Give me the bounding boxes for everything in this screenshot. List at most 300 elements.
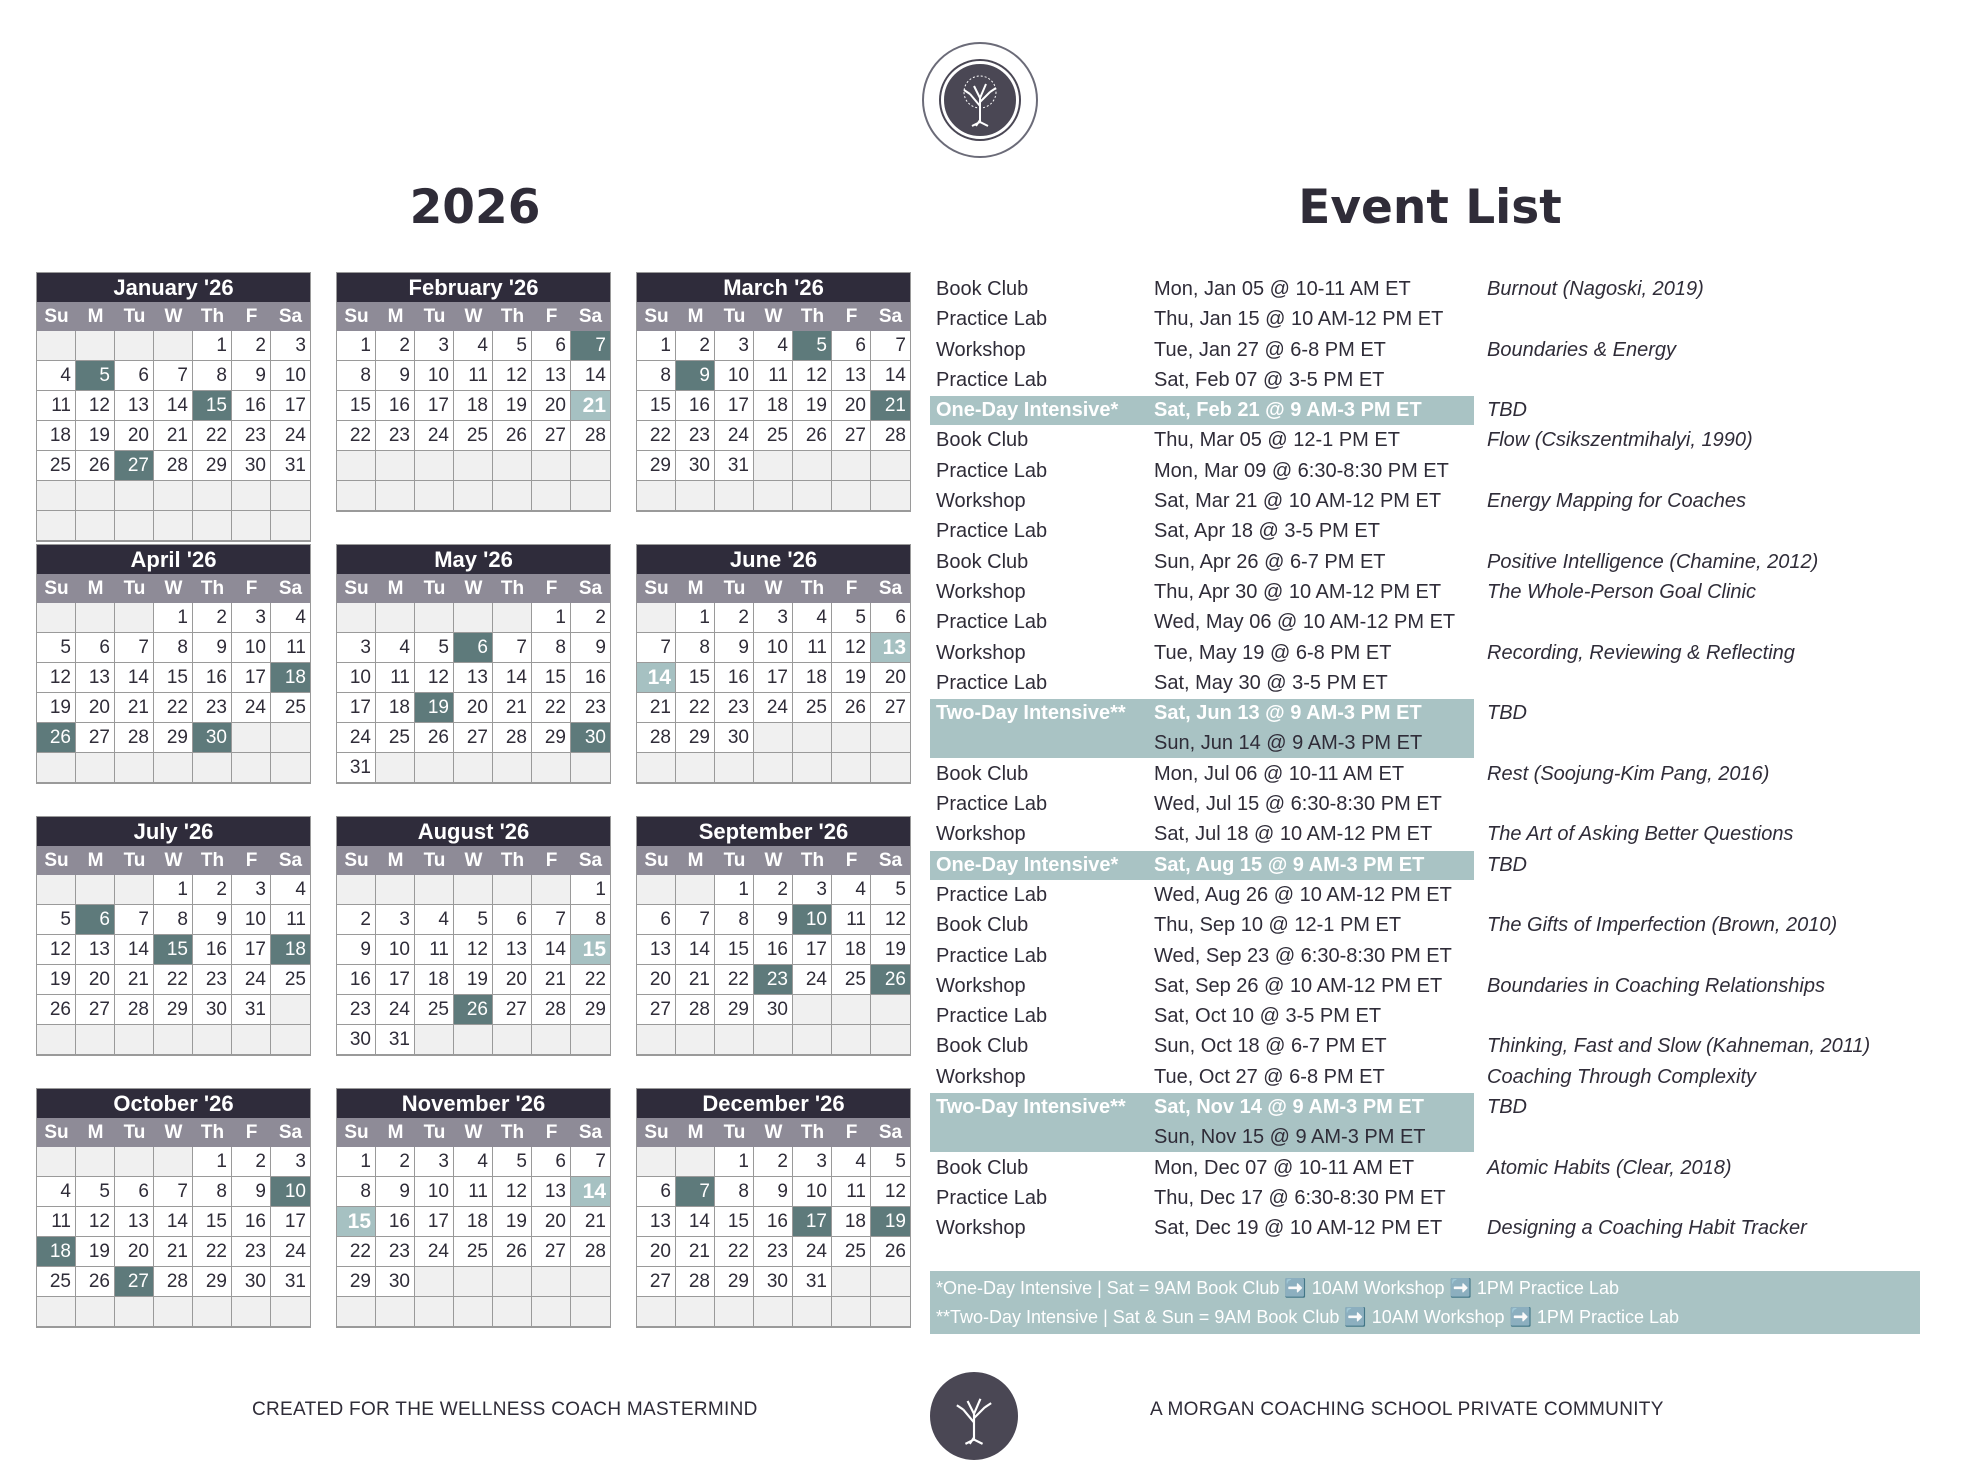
- weekday-label: Tu: [723, 306, 746, 327]
- empty-day-cell: [871, 1025, 910, 1055]
- empty-day-cell: [637, 481, 676, 511]
- weekday-label: W: [164, 306, 183, 327]
- empty-day-cell: [415, 1297, 454, 1327]
- empty-day-cell: [637, 1147, 676, 1177]
- event-row: [930, 335, 1920, 365]
- weekday-label: Su: [344, 850, 369, 871]
- day-cell: 2: [337, 905, 376, 935]
- event-topic: Flow (Csikszentmihalyi, 1990): [1487, 429, 1753, 452]
- event-datetime: Sun, Oct 18 @ 6-7 PM ET: [1154, 1035, 1387, 1058]
- day-cell: 15: [337, 1207, 376, 1237]
- day-cell: 23: [193, 965, 232, 995]
- day-cell: 31: [376, 1025, 415, 1055]
- day-cell: 20: [637, 1237, 676, 1267]
- empty-day-cell: [493, 1267, 532, 1297]
- day-cell: 7: [571, 331, 610, 361]
- event-type: Workshop: [936, 490, 1026, 513]
- event-type: Book Club: [936, 914, 1029, 937]
- day-cell: 5: [76, 361, 115, 391]
- day-cell: 21: [571, 1207, 610, 1237]
- weekday-label: Sa: [278, 306, 303, 327]
- day-cell: 11: [454, 361, 493, 391]
- event-topic: Burnout (Nagoski, 2019): [1487, 278, 1704, 300]
- weekday-label: Su: [344, 578, 369, 599]
- day-cell: 25: [832, 1237, 871, 1267]
- empty-day-cell: [232, 1297, 271, 1327]
- day-cell: 28: [115, 995, 154, 1025]
- day-cell: 25: [754, 421, 793, 451]
- day-cell: 20: [832, 391, 871, 421]
- weekday-label: W: [464, 850, 483, 871]
- event-type: Workshop: [936, 1065, 1026, 1088]
- day-cell: 6: [454, 633, 493, 663]
- empty-day-cell: [793, 481, 832, 511]
- empty-day-cell: [793, 451, 832, 481]
- event-type: Practice Lab: [936, 308, 1048, 331]
- event-row: [930, 1153, 1920, 1183]
- day-cell: 23: [232, 421, 271, 451]
- weekday-label: W: [464, 578, 483, 599]
- empty-day-cell: [115, 875, 154, 905]
- weekday-header: [637, 1118, 910, 1147]
- event-type: One-Day Intensive*: [936, 399, 1119, 422]
- empty-day-cell: [415, 451, 454, 481]
- day-cell: 5: [832, 603, 871, 633]
- day-cell: 6: [76, 633, 115, 663]
- empty-day-cell: [193, 1297, 232, 1327]
- day-cell: 4: [271, 603, 310, 633]
- empty-day-cell: [271, 1297, 310, 1327]
- empty-day-cell: [376, 481, 415, 511]
- day-cell: 8: [715, 905, 754, 935]
- empty-day-cell: [37, 511, 76, 541]
- empty-day-cell: [271, 995, 310, 1025]
- empty-day-cell: [637, 753, 676, 783]
- day-cell: 14: [115, 935, 154, 965]
- day-cell: 31: [232, 995, 271, 1025]
- empty-day-cell: [37, 1147, 76, 1177]
- day-cell: 9: [754, 905, 793, 935]
- event-topic: TBD: [1487, 853, 1527, 876]
- weekday-label: W: [764, 1122, 783, 1143]
- event-row-continuation: [930, 728, 1920, 758]
- day-cell: 30: [232, 1267, 271, 1297]
- day-cell: 15: [154, 663, 193, 693]
- empty-day-cell: [754, 723, 793, 753]
- day-cell: 5: [871, 1147, 910, 1177]
- event-type: Book Club: [936, 1156, 1029, 1179]
- event-topic: Rest (Soojung-Kim Pang, 2016): [1487, 762, 1770, 785]
- day-cell: 27: [76, 723, 115, 753]
- weekday-label: M: [687, 578, 704, 599]
- day-cell: 10: [415, 361, 454, 391]
- day-cell: 1: [532, 603, 571, 633]
- day-cell: 15: [571, 935, 610, 965]
- weekday-label: Sa: [578, 850, 603, 871]
- day-cell: 14: [676, 1207, 715, 1237]
- weekday-header: [637, 302, 910, 331]
- day-cell: 29: [715, 995, 754, 1025]
- empty-day-cell: [115, 1297, 154, 1327]
- weekday-header: [337, 1118, 610, 1147]
- empty-day-cell: [271, 481, 310, 511]
- empty-day-cell: [532, 1297, 571, 1327]
- event-row: [930, 759, 1920, 789]
- day-cell: 2: [571, 603, 610, 633]
- weekday-label: F: [845, 1122, 858, 1143]
- weekday-label: Tu: [123, 578, 146, 599]
- day-cell: 22: [193, 421, 232, 451]
- day-cell: 2: [754, 1147, 793, 1177]
- day-cell: 8: [154, 633, 193, 663]
- day-cell: 28: [571, 1237, 610, 1267]
- day-cell: 30: [193, 995, 232, 1025]
- empty-day-cell: [115, 511, 154, 541]
- day-cell: 8: [337, 1177, 376, 1207]
- day-cell: 16: [232, 1207, 271, 1237]
- day-cell: 26: [76, 451, 115, 481]
- weekday-label: Su: [644, 850, 669, 871]
- empty-day-cell: [337, 603, 376, 633]
- empty-day-cell: [37, 481, 76, 511]
- day-cell: 10: [271, 1177, 310, 1207]
- day-cell: 8: [715, 1177, 754, 1207]
- day-cell: 16: [376, 391, 415, 421]
- empty-day-cell: [532, 481, 571, 511]
- footer-right-text: A MORGAN COACHING SCHOOL PRIVATE COMMUNITY: [1150, 1399, 1664, 1420]
- empty-day-cell: [571, 753, 610, 783]
- weekday-label: Tu: [123, 850, 146, 871]
- empty-day-cell: [193, 1025, 232, 1055]
- day-cell: 31: [271, 451, 310, 481]
- day-cell: 14: [532, 935, 571, 965]
- day-cell: 26: [37, 723, 76, 753]
- day-cell: 11: [37, 1207, 76, 1237]
- empty-day-cell: [676, 1147, 715, 1177]
- month-calendar: [36, 272, 311, 542]
- day-cell: 17: [793, 935, 832, 965]
- day-cell: 20: [532, 391, 571, 421]
- month-title: November '26: [337, 1089, 610, 1118]
- day-cell: 1: [193, 1147, 232, 1177]
- empty-day-cell: [676, 753, 715, 783]
- day-cell: 9: [676, 361, 715, 391]
- empty-day-cell: [676, 481, 715, 511]
- day-cell: 4: [754, 331, 793, 361]
- day-cell: 26: [493, 1237, 532, 1267]
- empty-day-cell: [715, 1025, 754, 1055]
- empty-day-cell: [571, 1025, 610, 1055]
- event-type: Book Club: [936, 550, 1029, 573]
- day-cell: 31: [271, 1267, 310, 1297]
- day-cell: 24: [337, 723, 376, 753]
- event-type: Book Club: [936, 429, 1029, 452]
- day-cell: 12: [415, 663, 454, 693]
- day-cell: 10: [271, 361, 310, 391]
- day-cell: 25: [454, 1237, 493, 1267]
- day-cell: 7: [871, 331, 910, 361]
- day-cell: 13: [76, 935, 115, 965]
- day-grid: [337, 331, 610, 511]
- weekday-label: Tu: [423, 306, 446, 327]
- day-cell: 5: [76, 1177, 115, 1207]
- event-datetime: Wed, May 06 @ 10 AM-12 PM ET: [1154, 611, 1456, 634]
- day-cell: 10: [754, 633, 793, 663]
- day-cell: 1: [337, 1147, 376, 1177]
- event-type: Practice Lab: [936, 459, 1048, 482]
- event-datetime: Sat, Dec 19 @ 10 AM-12 PM ET: [1154, 1217, 1443, 1240]
- event-row: [930, 789, 1920, 819]
- day-cell: 7: [154, 361, 193, 391]
- day-cell: 21: [115, 693, 154, 723]
- empty-day-cell: [493, 481, 532, 511]
- day-cell: 13: [871, 633, 910, 663]
- day-cell: 23: [232, 1237, 271, 1267]
- empty-day-cell: [454, 451, 493, 481]
- event-datetime: Sun, Apr 26 @ 6-7 PM ET: [1154, 550, 1386, 573]
- event-list: [930, 274, 1920, 1244]
- event-datetime: Sat, Aug 15 @ 9 AM-3 PM ET: [1154, 853, 1425, 876]
- day-cell: 25: [454, 421, 493, 451]
- month-title: December '26: [637, 1089, 910, 1118]
- weekday-header: [37, 574, 310, 603]
- day-cell: 2: [754, 875, 793, 905]
- day-cell: 27: [493, 995, 532, 1025]
- day-cell: 28: [571, 421, 610, 451]
- month-title: April '26: [37, 545, 310, 574]
- day-cell: 28: [493, 723, 532, 753]
- day-cell: 26: [871, 965, 910, 995]
- day-cell: 7: [676, 905, 715, 935]
- weekday-label: Sa: [878, 850, 903, 871]
- day-cell: 15: [337, 391, 376, 421]
- day-cell: 29: [154, 995, 193, 1025]
- day-cell: 5: [493, 331, 532, 361]
- event-row: [930, 1062, 1920, 1092]
- day-cell: 20: [532, 1207, 571, 1237]
- day-cell: 7: [115, 905, 154, 935]
- event-datetime: Tue, Oct 27 @ 6-8 PM ET: [1154, 1065, 1385, 1088]
- day-cell: 19: [493, 391, 532, 421]
- event-datetime: Wed, Jul 15 @ 6:30-8:30 PM ET: [1154, 793, 1442, 816]
- weekday-label: Sa: [278, 850, 303, 871]
- day-cell: 10: [376, 935, 415, 965]
- day-cell: 11: [271, 633, 310, 663]
- day-cell: 21: [571, 391, 610, 421]
- event-topic: Positive Intelligence (Chamine, 2012): [1487, 550, 1819, 573]
- weekday-label: M: [687, 1122, 704, 1143]
- month-calendar: [36, 1088, 311, 1328]
- day-cell: 10: [793, 905, 832, 935]
- weekday-label: Sa: [578, 1122, 603, 1143]
- day-cell: 11: [376, 663, 415, 693]
- day-cell: 21: [493, 693, 532, 723]
- month-title: January '26: [37, 273, 310, 302]
- event-row: [930, 1092, 1920, 1149]
- day-cell: 30: [376, 1267, 415, 1297]
- month-title: September '26: [637, 817, 910, 846]
- day-cell: 15: [193, 1207, 232, 1237]
- empty-day-cell: [871, 451, 910, 481]
- weekday-label: Su: [644, 578, 669, 599]
- day-cell: 14: [154, 1207, 193, 1237]
- day-cell: 7: [571, 1147, 610, 1177]
- day-cell: 29: [337, 1267, 376, 1297]
- empty-day-cell: [637, 875, 676, 905]
- event-row: [930, 425, 1920, 455]
- day-cell: 28: [532, 995, 571, 1025]
- month-calendar: [336, 544, 611, 784]
- empty-day-cell: [115, 481, 154, 511]
- weekday-label: Th: [200, 1122, 225, 1143]
- empty-day-cell: [193, 481, 232, 511]
- day-cell: 22: [637, 421, 676, 451]
- day-cell: 11: [793, 633, 832, 663]
- day-cell: 6: [532, 1147, 571, 1177]
- day-cell: 13: [532, 1177, 571, 1207]
- day-cell: 12: [37, 935, 76, 965]
- empty-day-cell: [154, 1025, 193, 1055]
- weekday-label: M: [87, 1122, 104, 1143]
- event-type: Practice Lab: [936, 520, 1048, 543]
- weekday-label: W: [164, 1122, 183, 1143]
- weekday-label: Sa: [878, 1122, 903, 1143]
- day-cell: 23: [676, 421, 715, 451]
- day-cell: 19: [37, 965, 76, 995]
- empty-day-cell: [832, 1297, 871, 1327]
- weekday-label: Th: [200, 850, 225, 871]
- day-cell: 18: [454, 1207, 493, 1237]
- footer-left-text: CREATED FOR THE WELLNESS COACH MASTERMIND: [252, 1399, 758, 1420]
- empty-day-cell: [793, 995, 832, 1025]
- empty-day-cell: [232, 511, 271, 541]
- day-cell: 28: [676, 1267, 715, 1297]
- event-datetime: Sat, Oct 10 @ 3-5 PM ET: [1154, 1005, 1382, 1028]
- day-cell: 24: [232, 965, 271, 995]
- day-cell: 5: [37, 905, 76, 935]
- day-cell: 16: [754, 935, 793, 965]
- day-cell: 17: [715, 391, 754, 421]
- day-cell: 17: [793, 1207, 832, 1237]
- day-cell: 26: [76, 1267, 115, 1297]
- weekday-label: Tu: [723, 850, 746, 871]
- day-cell: 15: [715, 1207, 754, 1237]
- day-cell: 21: [637, 693, 676, 723]
- empty-day-cell: [232, 481, 271, 511]
- day-cell: 11: [454, 1177, 493, 1207]
- day-cell: 1: [154, 603, 193, 633]
- day-cell: 17: [232, 935, 271, 965]
- day-cell: 6: [532, 331, 571, 361]
- day-cell: 15: [715, 935, 754, 965]
- day-cell: 15: [154, 935, 193, 965]
- day-cell: 31: [793, 1267, 832, 1297]
- weekday-label: F: [245, 850, 258, 871]
- day-cell: 29: [532, 723, 571, 753]
- day-cell: 9: [376, 1177, 415, 1207]
- day-cell: 24: [715, 421, 754, 451]
- event-type: Workshop: [936, 338, 1026, 361]
- day-cell: 3: [754, 603, 793, 633]
- day-cell: 19: [832, 663, 871, 693]
- event-topic: Atomic Habits (Clear, 2018): [1487, 1156, 1732, 1179]
- day-cell: 12: [454, 935, 493, 965]
- day-cell: 8: [193, 361, 232, 391]
- month-calendar: [336, 272, 611, 512]
- day-cell: 12: [493, 361, 532, 391]
- event-datetime: Sat, Feb 21 @ 9 AM-3 PM ET: [1154, 399, 1422, 422]
- empty-day-cell: [376, 753, 415, 783]
- day-cell: 12: [832, 633, 871, 663]
- event-row: [930, 1213, 1920, 1243]
- day-cell: 7: [676, 1177, 715, 1207]
- month-title: October '26: [37, 1089, 310, 1118]
- day-cell: 26: [454, 995, 493, 1025]
- event-topic: Boundaries in Coaching Relationships: [1487, 974, 1825, 997]
- empty-day-cell: [337, 1297, 376, 1327]
- day-cell: 13: [493, 935, 532, 965]
- weekday-label: Sa: [278, 578, 303, 599]
- day-cell: 27: [637, 1267, 676, 1297]
- day-cell: 28: [871, 421, 910, 451]
- event-type: Practice Lab: [936, 1005, 1048, 1028]
- month-calendar: [636, 272, 911, 512]
- day-cell: 23: [571, 693, 610, 723]
- weekday-label: Tu: [423, 578, 446, 599]
- empty-day-cell: [454, 1025, 493, 1055]
- day-cell: 10: [793, 1177, 832, 1207]
- empty-day-cell: [871, 995, 910, 1025]
- weekday-label: Sa: [278, 1122, 303, 1143]
- day-grid: [337, 603, 610, 783]
- day-cell: 30: [337, 1025, 376, 1055]
- day-cell: 23: [376, 1237, 415, 1267]
- weekday-label: Tu: [123, 1122, 146, 1143]
- day-cell: 27: [76, 995, 115, 1025]
- weekday-label: M: [87, 306, 104, 327]
- event-type: Two-Day Intensive**: [936, 1096, 1126, 1119]
- day-cell: 7: [154, 1177, 193, 1207]
- weekday-label: Su: [344, 1122, 369, 1143]
- day-cell: 27: [871, 693, 910, 723]
- empty-day-cell: [493, 1297, 532, 1327]
- day-cell: 2: [232, 331, 271, 361]
- empty-day-cell: [832, 723, 871, 753]
- day-cell: 19: [793, 391, 832, 421]
- empty-day-cell: [115, 603, 154, 633]
- event-datetime: Thu, Sep 10 @ 12-1 PM ET: [1154, 914, 1402, 937]
- event-topic: Boundaries & Energy: [1487, 338, 1677, 361]
- day-cell: 26: [415, 723, 454, 753]
- event-row: [930, 941, 1920, 971]
- day-cell: 24: [415, 421, 454, 451]
- day-cell: 22: [154, 693, 193, 723]
- event-row: [930, 698, 1920, 755]
- event-type: One-Day Intensive*: [936, 853, 1119, 876]
- empty-day-cell: [376, 451, 415, 481]
- day-cell: 23: [754, 965, 793, 995]
- day-cell: 13: [115, 391, 154, 421]
- month-calendar: [336, 816, 611, 1056]
- day-cell: 16: [571, 663, 610, 693]
- empty-day-cell: [154, 481, 193, 511]
- calendar-year-title: 2026: [409, 180, 541, 235]
- day-cell: 28: [154, 1267, 193, 1297]
- day-cell: 10: [415, 1177, 454, 1207]
- day-cell: 15: [637, 391, 676, 421]
- day-cell: 30: [193, 723, 232, 753]
- empty-day-cell: [676, 1297, 715, 1327]
